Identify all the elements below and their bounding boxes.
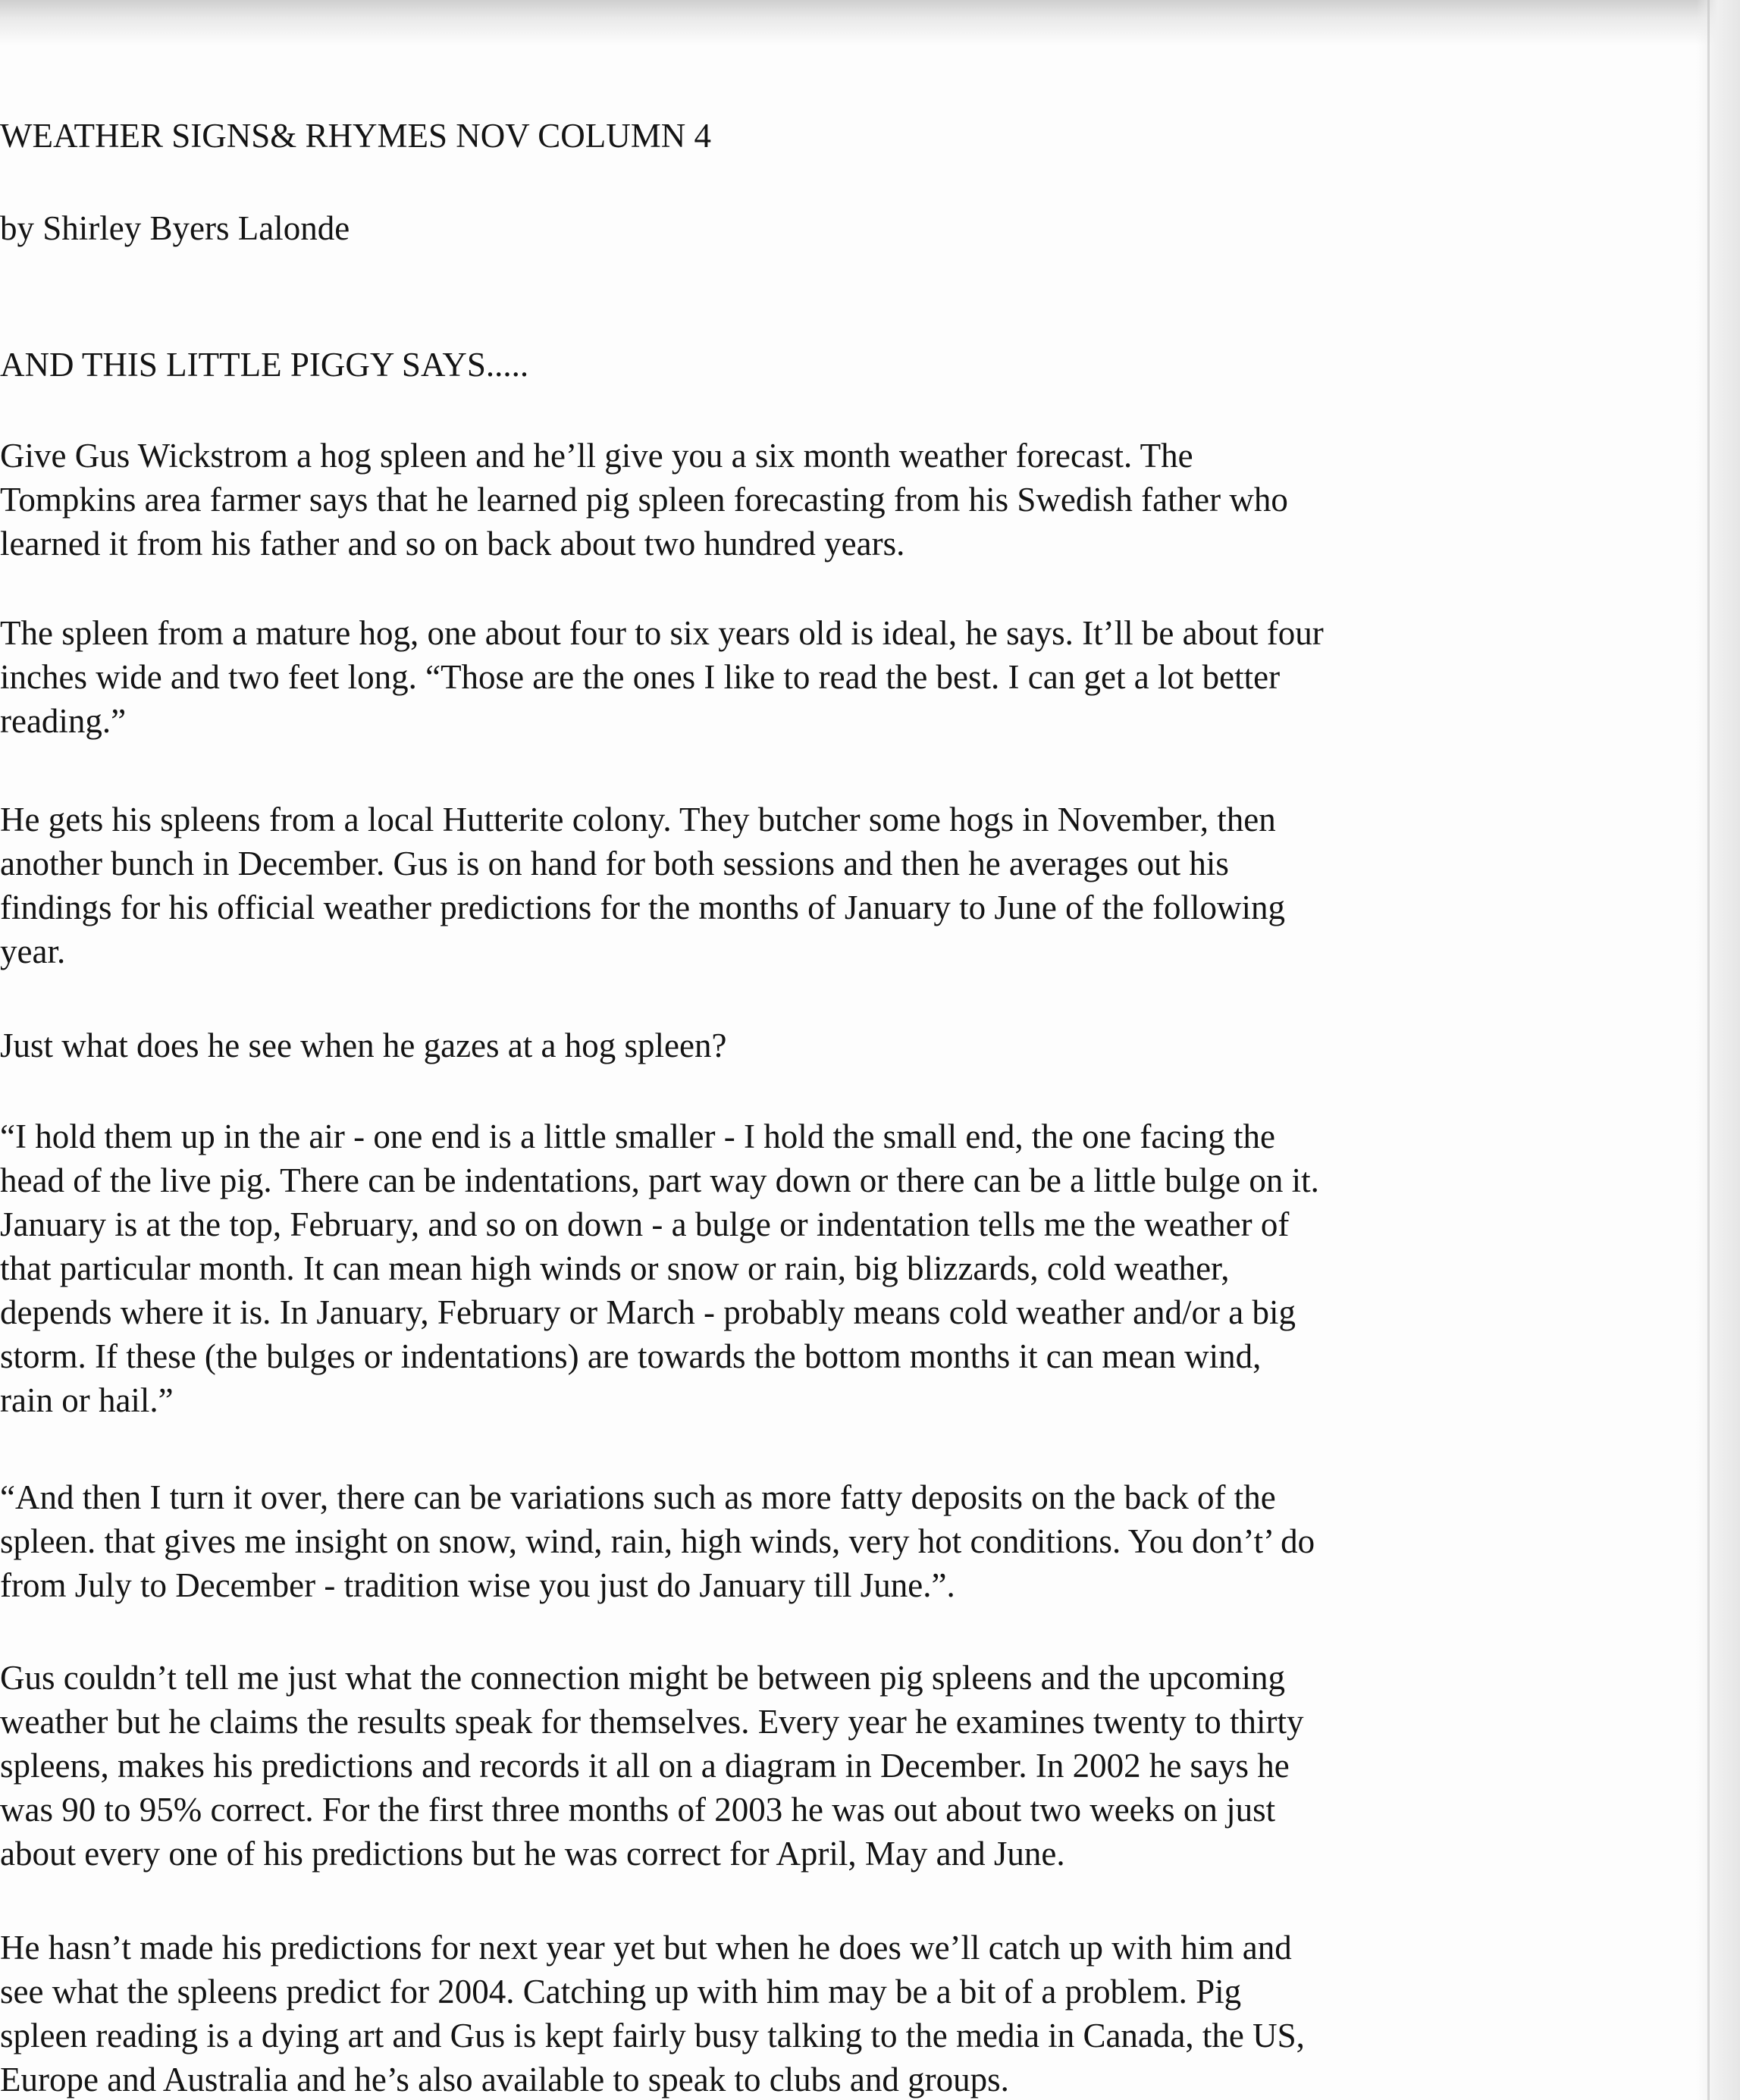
text-line: “And then I turn it over, there can be variations such as more fatty deposits on the back of the	[0, 1478, 1276, 1516]
text-line: depends where it is. In January, February or March - probably means cold weather and/or a big	[0, 1293, 1296, 1331]
paragraph	[0, 1656, 1303, 1876]
text-line: was 90 to 95% correct. For the first three months of 2003 he was out about two weeks on just	[0, 1791, 1276, 1829]
text-line: He hasn’t made his predictions for next year yet but when he does we’ll catch up with him and	[0, 1929, 1292, 1967]
text-line: storm. If these (the bulges or indentations) are towards the bottom months it can mean wind,	[0, 1337, 1262, 1375]
paragraph	[0, 1475, 1315, 1607]
text-line: Tompkins area farmer says that he learned pig spleen forecasting from his Swedish father who	[0, 481, 1288, 519]
text-line: about every one of his predictions but he was correct for April, May and June.	[0, 1835, 1065, 1873]
text-line: The spleen from a mature hog, one about four to six years old is ideal, he says. It’ll be about four	[0, 614, 1324, 652]
text-line: reading.”	[0, 702, 127, 740]
text-line: Gus couldn’t tell me just what the connection might be between pig spleens and the upcoming	[0, 1659, 1286, 1697]
text-line: that particular month. It can mean high winds or snow or rain, big blizzards, cold weather,	[0, 1249, 1230, 1287]
paragraph	[0, 1926, 1305, 2100]
scan-top-shadow	[0, 0, 1740, 45]
scan-right-shadow	[1696, 0, 1740, 2100]
paragraph	[0, 1023, 726, 1067]
text-line: learned it from his father and so on back about two hundred years.	[0, 525, 905, 563]
column-title: WEATHER SIGNS& RHYMES NOV COLUMN 4	[0, 117, 711, 155]
text-line: head of the live pig. There can be indentations, part way down or there can be a little bulge on it.	[0, 1161, 1319, 1199]
text-line: rain or hail.”	[0, 1381, 174, 1419]
text-line: Just what does he see when he gazes at a hog spleen?	[0, 1026, 727, 1064]
text-line: spleens, makes his predictions and records it all on a diagram in December. In 2002 he says he	[0, 1747, 1290, 1785]
byline: by Shirley Byers Lalonde	[0, 209, 350, 247]
paragraph	[0, 798, 1285, 973]
paragraph	[0, 434, 1288, 566]
text-line: another bunch in December. Gus is on hand for both sessions and then he averages out his	[0, 845, 1229, 882]
text-line: from July to December - tradition wise you just do January till June.”.	[0, 1566, 955, 1604]
scan-page-edge	[1707, 0, 1710, 2100]
text-line: “I hold them up in the air - one end is a little smaller - I hold the small end, the one facing the	[0, 1117, 1276, 1155]
paragraph	[0, 1114, 1319, 1422]
text-line: January is at the top, February, and so on down - a bulge or indentation tells me the weather of	[0, 1205, 1290, 1243]
text-line: see what the spleens predict for 2004. Catching up with him may be a bit of a problem. Pig	[0, 1973, 1242, 2011]
section-title: AND THIS LITTLE PIGGY SAYS.....	[0, 346, 529, 384]
text-line: findings for his official weather predictions for the months of January to June of the following	[0, 889, 1286, 926]
paragraph	[0, 611, 1324, 743]
text-line: Give Gus Wickstrom a hog spleen and he’ll give you a six month weather forecast. The	[0, 437, 1193, 475]
text-line: spleen. that gives me insight on snow, wind, rain, high winds, very hot conditions. You don’t’ do	[0, 1522, 1315, 1560]
text-line: weather but he claims the results speak for themselves. Every year he examines twenty to thirty	[0, 1703, 1304, 1741]
text-line: year.	[0, 932, 66, 970]
text-line: inches wide and two feet long. “Those are the ones I like to read the best. I can get a lot better	[0, 658, 1281, 696]
text-line: He gets his spleens from a local Hutterite colony. They butcher some hogs in November, then	[0, 801, 1276, 838]
text-line: spleen reading is a dying art and Gus is kept fairly busy talking to the media in Canada, the US,	[0, 2017, 1305, 2055]
text-line: Europe and Australia and he’s also available to speak to clubs and groups.	[0, 2061, 1009, 2098]
